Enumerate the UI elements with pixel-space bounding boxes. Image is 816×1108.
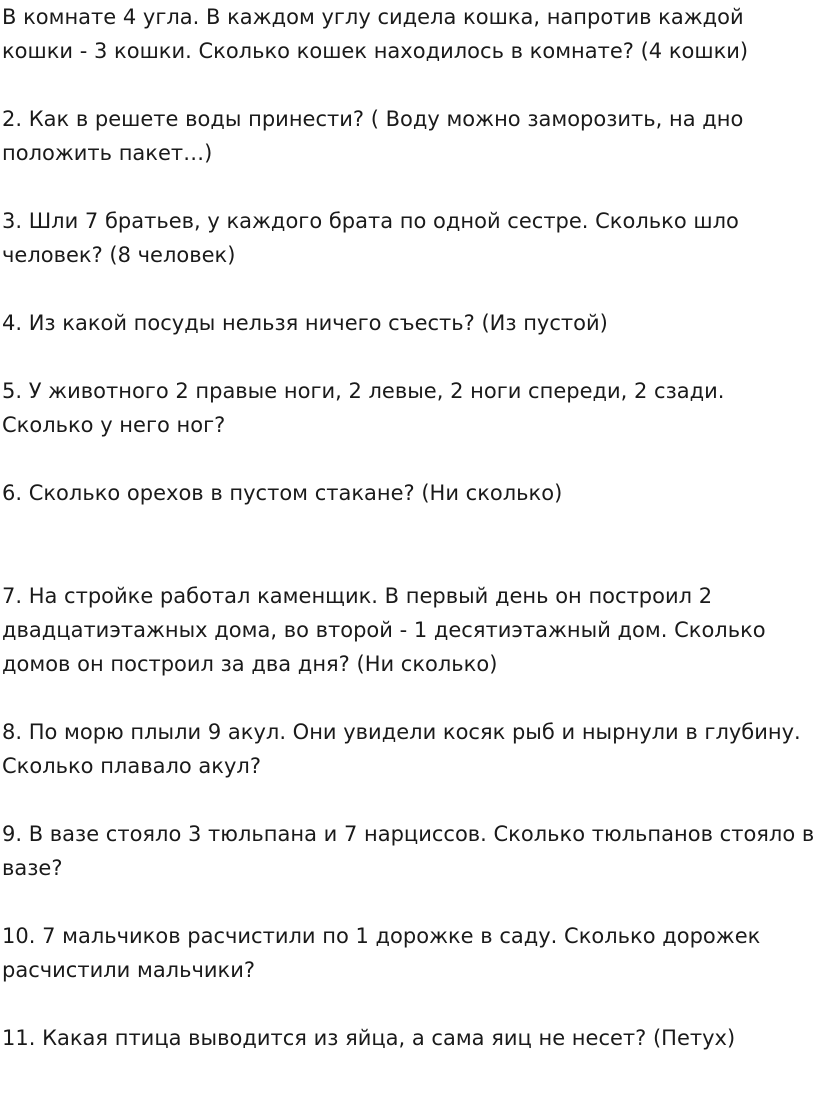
paragraph-gap (2, 783, 816, 817)
paragraph-gap (2, 510, 816, 579)
paragraph-gap (2, 340, 816, 374)
riddle-3: 3. Шли 7 братьев, у каждого брата по одной сестре. Сколько шло человек? (8 человек) (2, 209, 739, 267)
riddle-7: 7. На стройке работал каменщик. В первый день он построил 2 двадцатиэтажных дома, во второй - 1 десятиэтажный дом. Сколько домов он построил за два дня? (Ни сколько) (2, 584, 766, 676)
riddle-1: В комнате 4 угла. В каждом углу сидела кошка, напротив каждой кошки - 3 кошки. Сколько кошек находилось в комнате? (4 кошки) (2, 5, 749, 63)
riddle-9: 9. В вазе стояло 3 тюльпана и 7 нарциссов. Сколько тюльпанов стояло в вазе? (2, 822, 815, 880)
paragraph-gap (2, 68, 816, 102)
riddle-8: 8. По морю плыли 9 акул. Они увидели косяк рыб и нырнули в глубину. Сколько плавало акул? (2, 720, 801, 778)
paragraph-gap (2, 885, 816, 919)
riddle-2: 2. Как в решете воды принести? ( Воду можно заморозить, на дно положить пакет…) (2, 107, 744, 165)
paragraph-gap (2, 681, 816, 715)
paragraph-gap (2, 442, 816, 476)
riddle-11: 11. Какая птица выводится из яйца, а сама яиц не несет? (Петух) (2, 1026, 736, 1050)
paragraph-gap (2, 170, 816, 204)
riddle-6: 6. Сколько орехов в пустом стакане? (Ни сколько) (2, 481, 563, 505)
riddle-10: 10. 7 мальчиков расчистили по 1 дорожке в саду. Сколько дорожек расчистили мальчики? (2, 924, 761, 982)
paragraph-gap (2, 987, 816, 1021)
riddle-5: 5. У животного 2 правые ноги, 2 левые, 2 ноги спереди, 2 сзади. Сколько у него ног? (2, 379, 725, 437)
paragraph-gap (2, 272, 816, 306)
riddle-4: 4. Из какой посуды нельзя ничего съесть? (Из пустой) (2, 311, 608, 335)
